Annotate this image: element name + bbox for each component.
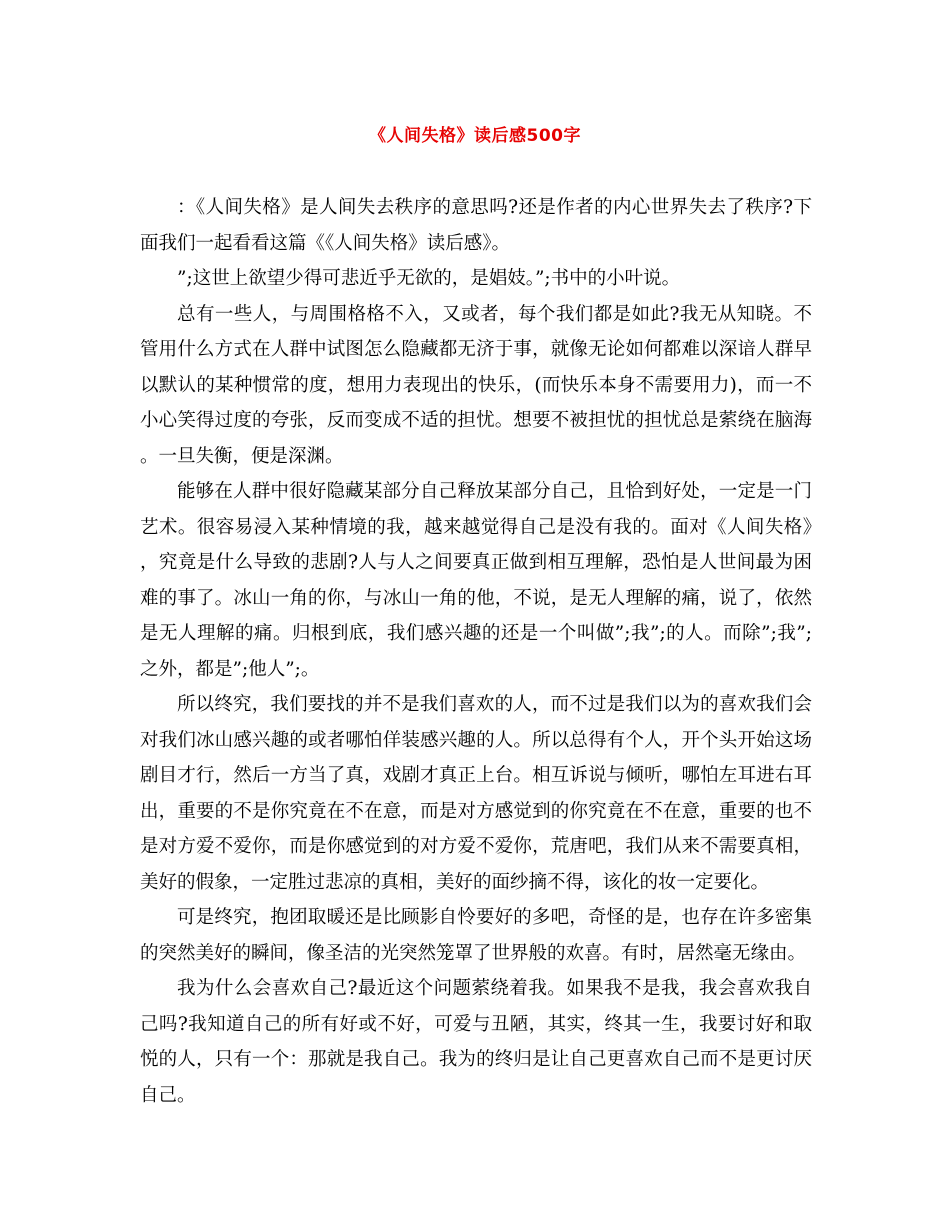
document-title: 《人间失格》读后感500字 xyxy=(369,126,581,146)
document-body xyxy=(140,190,812,1113)
paragraph-misfit: 总有一些人，与周围格格不入，又或者，每个我们都是如此?我无从知晓。不管用什么方式在人群中试图怎么隐藏都无济于事，就像无论如何都难以深谙人群早以默认的某种惯常的度，想用力表现出的快乐，(而快乐本身不需要用力)，而一不小心笑得过度的夸张，反而变成不适的担忧。想要不被担忧的担忧总是萦绕在脑海。一旦失衡，便是深渊。 xyxy=(140,303,812,467)
paragraph-self-love: 我为什么会喜欢自己?最近这个问题萦绕着我。如果我不是我，我会喜欢我自己吗?我知道自己的所有好或不好，可爱与丑陋，其实，终其一生，我要讨好和取悦的人，只有一个：那就是我自己。我为的终归是让自己更喜欢自己而不是更讨厌自己。 xyxy=(140,978,812,1106)
paragraph-intro: ：《人间失格》是人间失去秩序的意思吗?还是作者的内心世界失去了秩序?下面我们一起看看这篇《《人间失格》读后感》。 xyxy=(140,197,812,254)
paragraph-finding-people: 所以终究，我们要找的并不是我们喜欢的人，而不过是我们以为的喜欢我们会对我们冰山感兴趣的或者哪怕佯装感兴趣的人。所以总得有个人，开个头开始这场剧目才行，然后一方当了真，戏剧才真正上台。相互诉说与倾听，哪怕左耳进右耳出，重要的不是你究竟在不在意，而是对方感觉到的你究竟在不在意，重要的也不是对方爱不爱你，而是你感觉到的对方爱不爱你，荒唐吧，我们从来不需要真相，美好的假象，一定胜过悲凉的真相，美好的面纱摘不得，该化的妆一定要化。 xyxy=(140,694,812,893)
paragraph-art-of-hiding: 能够在人群中很好隐藏某部分自己释放某部分自己，且恰到好处，一定是一门艺术。很容易浸入某种情境的我，越来越觉得自己是没有我的。面对《人间失格》，究竟是什么导致的悲剧?人与人之间要真正做到相互理解，恐怕是人世间最为困难的事了。冰山一角的你，与冰山一角的他，不说，是无人理解的痛，说了，依然是无人理解的痛。归根到底，我们感兴趣的还是一个叫做”;我”;的人。而除”;我”;之外，都是”;他人”;。 xyxy=(140,481,812,680)
paragraph-warmth: 可是终究，抱团取暖还是比顾影自怜要好的多吧，奇怪的是，也存在许多密集的突然美好的瞬间，像圣洁的光突然笼罩了世界般的欢喜。有时，居然毫无缘由。 xyxy=(140,907,812,964)
paragraph-quote: ”;这世上欲望少得可悲近乎无欲的，是娼妓。”;书中的小叶说。 xyxy=(177,268,681,289)
